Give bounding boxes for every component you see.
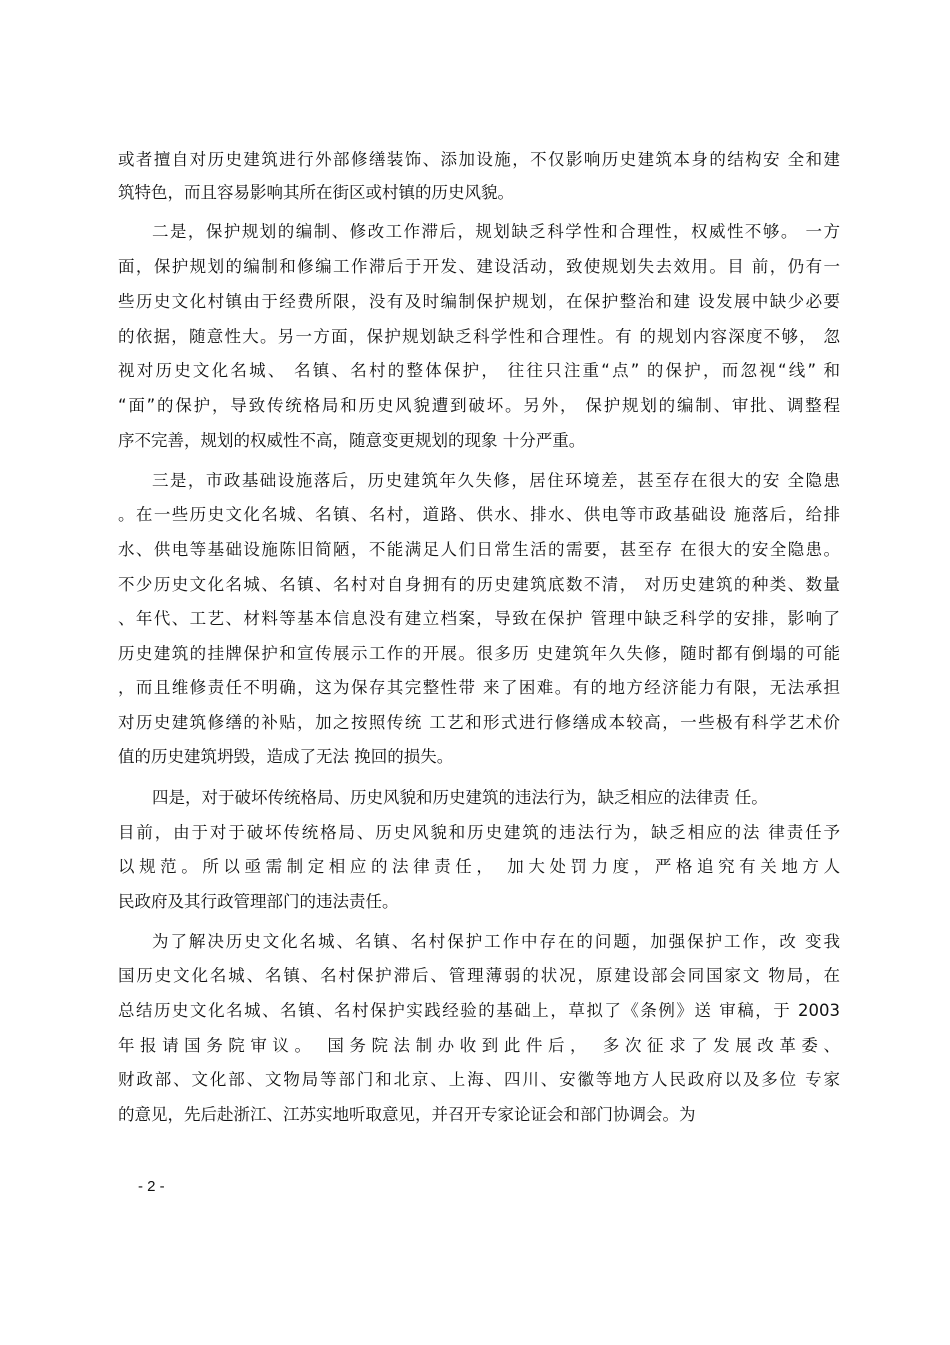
text-line-24: 国历史文化名城、名镇、名村保护滞后、管理薄弱的状况，原建设部会同国家文 物局，在 [118, 966, 840, 985]
text-line-15: 历史建筑的挂牌保护和宣传展示工作的开展。很多历 史建筑年久失修，随时都有倒塌的可能 [118, 644, 840, 663]
text-line-26: 年报请国务院审议。 国务院法制办收到此件后， 多次征求了发展改革委、 [118, 1036, 840, 1055]
text-line-11: 。在一些历史文化名城、名镇、名村，道路、供水、排水、供电等市政基础设 施落后，给排 [118, 505, 840, 524]
text-line-6: 的依据，随意性大。另一方面，保护规划缺乏科学性和合理性。有 的规划内容深度不够， 忽 [118, 327, 840, 346]
text-line-28: 的意见，先后赴浙江、江苏实地听取意见，并召开专家论证会和部门协调会。为 [118, 1105, 696, 1124]
text-line-16: ，而且维修责任不明确，这为保存其完整性带 来了困难。有的地方经济能力有限，无法承担 [118, 678, 840, 697]
text-line-13: 不少历史文化名城、名镇、名村对自身拥有的历史建筑底数不清， 对历史建筑的种类、数量 [118, 575, 840, 594]
text-line-5: 些历史文化村镇由于经费所限，没有及时编制保护规划，在保护整治和建 设发展中缺少必要 [118, 292, 840, 311]
text-line-2: 筑特色，而且容易影响其所在街区或村镇的历史风貌。 [118, 183, 514, 202]
page-number: - 2 - [138, 1178, 165, 1195]
text-line-9: 序不完善，规划的权威性不高，随意变更规划的现象 十分严重。 [118, 431, 586, 450]
text-line-3: 二是，保护规划的编制、修改工作滞后，规划缺乏科学性和合理性，权威性不够。 一方 [152, 222, 840, 241]
text-line-23: 为了解决历史文化名城、名镇、名村保护工作中存在的问题，加强保护工作，改 变我 [152, 932, 840, 951]
text-line-7: 视对历史文化名城、 名镇、名村的整体保护， 往往只注重“点” 的保护，而忽视“线” 和 [118, 361, 840, 380]
text-line-1: 或者擅自对历史建筑进行外部修缮装饰、添加设施，不仅影响历史建筑本身的结构安 全和建 [118, 150, 840, 169]
text-line-25: 总结历史文化名城、名镇、名村保护实践经验的基础上，草拟了《条例》送 审稿，于 2003 [118, 1001, 840, 1020]
text-line-19: 四是，对于破坏传统格局、历史风貌和历史建筑的违法行为，缺乏相应的法律责 任。 [152, 788, 768, 807]
text-line-8: “面”的保护，导致传统格局和历史风貌遭到破坏。另外， 保护规划的编制、审批、调整程 [118, 396, 840, 415]
text-line-18: 值的历史建筑坍毁，造成了无法 挽回的损失。 [118, 747, 454, 766]
text-line-27: 财政部、文化部、文物局等部门和北京、上海、四川、安徽等地方人民政府以及多位 专家 [118, 1070, 840, 1089]
text-line-10: 三是，市政基础设施落后，历史建筑年久失修，居住环境差，甚至存在很大的安 全隐患 [152, 471, 840, 490]
text-line-17: 对历史建筑修缮的补贴，加之按照传统 工艺和形式进行修缮成本较高，一些极有科学艺术价 [118, 713, 840, 732]
text-line-14: 、年代、工艺、材料等基本信息没有建立档案，导致在保护 管理中缺乏科学的安排，影响了 [118, 609, 840, 628]
text-line-12: 水、供电等基础设施陈旧简陋，不能满足人们日常生活的需要，甚至存 在很大的安全隐患。 [118, 540, 840, 559]
text-line-4: 面，保护规划的编制和修编工作滞后于开发、建设活动，致使规划失去效用。目 前，仍有一 [118, 257, 840, 276]
text-line-22: 民政府及其行政管理部门的违法责任。 [118, 892, 399, 911]
text-line-20: 目前，由于对于破坏传统格局、历史风貌和历史建筑的违法行为，缺乏相应的法 律责任予 [118, 823, 840, 842]
text-line-21: 以规范。所以亟需制定相应的法律责任， 加大处罚力度，严格追究有关地方人 [118, 857, 840, 876]
